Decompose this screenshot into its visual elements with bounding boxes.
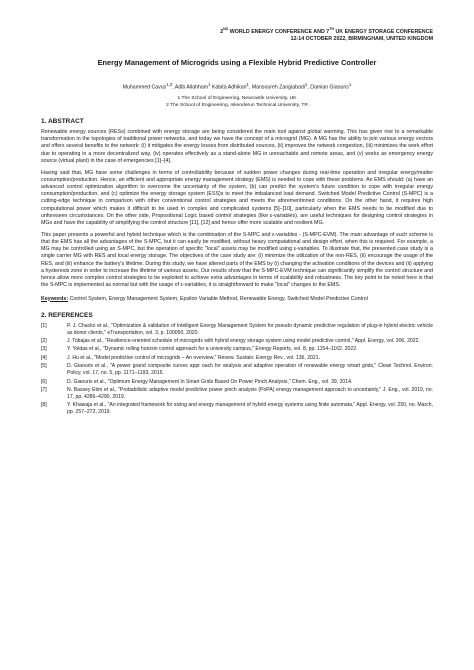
affiliation-2: 2 The School of Engineering, Iskenderun Technical University, TR: [166, 102, 308, 108]
reference-item: [8] Y. Khawaja et al., "An integrated framework for sizing and energy management of hybrid energy systems using finite automata," Appl. Energy, vol. 250, no. March, pp. 257–272, 2019.: [41, 402, 433, 416]
reference-item: [1] P. J. Chacko et al., "Optimization & validation of Intelligent Energy Management System for pseudo dynamic predictive regulation of plug-in hybrid electric vehicle as donor clients," eTransportation, vol. 3, p. 100050, 2020.: [41, 322, 433, 336]
reference-list: [41, 323, 433, 416]
affiliations: [41, 95, 433, 109]
reference-item: [7] N. Bassey Etim et al., "Probabilistic adaptive model predictive power pinch analysis (PoPA) energy management approach to uncertainty," J. Eng., vol. 2019, no. 17, pp. 4286–4290, 2019.: [41, 386, 433, 400]
reference-item: [5] D. Giaouris et al., "A power grand composite curves appr oach for analysis and adaptive operation of renewable energy smart grids," Clean Technol. Environ. Policy, vol. 17, no. 5, pp. 1171–1193, 2015.: [41, 363, 433, 377]
reference-item: [6] D. Giaouris et al., "Optimum Energy Management In Smart Grids Based On Power Pinch Analysis," Chem. Eng., vol. 39, 2014.: [41, 378, 353, 385]
abstract-paragraph-2: Having said that, MG have some challenges in terms of controllability because of sudden power changes during real-time operation and irregular energy/matter consumption/production. Hence, an efficient and appropriate energy management strategy (EMS) is needed to cope with these problems. An EMS should: (a) have an advanced control optimization algorithm to overcome the uncertainty of the system, (b) can predict the system's future condition to cope with irregular energy consumption/production, and (c) optimize the energy storage system (ESS)s to meet the imbalanced load demand. Switched Model Predictive Control (S-MPC) is a cutting-edge technique in comparison with other conventional control strategies and meets the aforementioned conditions. On the other hand, it requires high computational power which makes it difficult to be used in complex and complicated systems [5]–[10], particularly when the EMS needs to be modified due to unforeseen circumstances. On the other side, Propositional Logic based control strategies (like ε-variables), are useful techniques for designing control strategies in MGs and have the capability of simplifying the control structure [11], [12] and hence offer more scalable and resilient MG.: [41, 169, 433, 227]
reference-item: [2] J. Tobajas et al., "Resilience-oriented schedule of microgrids with hybrid energy storage system using model predictive control," Appl. Energy, vol. 306, 2022.: [41, 338, 420, 345]
keywords-text: Control System, Energy Management System, Epsilon Variable Method, Renewable Energy, Switched Model Predictive Control: [68, 295, 368, 302]
paper-title: Energy Management of Microgrids using a Flexible Hybrid Predictive Controller: [97, 58, 377, 68]
abstract-paragraph-1: Renewable energy sources (RESs) combined with energy storage are being considered the main tool against global warming. This has given rise to a remarkable transformation in the topologies of traditional power networks, and today we have the concept of a microgrid (MG). A MG has the ability to join various energy vectors and offers several benefits to the network: (i) it mitigates the energy losses from distributed sources, (ii) improves the network congestion, (iii) minimizes the work effort due to operating in a more decentralized way, (iv) operates effectively as a stand-alone MG in unreachable and remote areas, and (v) works as emergency energy source (virtual plant) in the case of emergencies [1]–[4].: [41, 128, 433, 164]
keywords-label: Keywords:: [41, 295, 69, 302]
affiliation-1: 1 The School of Engineering, Newcastle University, UK: [177, 95, 297, 101]
reference-item: [4] J. Hu et al., "Model predictive control of microgrids – An overview," Renew. Sustain. Energy Rev., vol. 136, 2021.: [41, 354, 320, 361]
abstract-heading: 1. ABSTRACT: [41, 117, 84, 125]
conference-line-2: 12-14 OCTOBER 2022, BIRMINGHAM, UNITED KINGDOM: [290, 35, 433, 42]
reference-item: [3] Y. Yoldas et al., "Dynamic rolling horizon control approach for a university campus," Energy Reports, vol. 8, pp. 1154–1162, 2022.: [41, 346, 358, 353]
abstract-paragraph-3: This paper presents a powerful and hybrid technique which is the combination of the S-MPC and ε-variables - (S-MPC-EVM). The main advantage of such scheme is that the EMS has all the advantages of the S-MPC, but it can easily be modified, without heavy computational and design effort, when this is required. For example, a MG may be controlled using an S-MPC, but the operation of specific "local" assets may be modified using ε-variables. To illustrate that, the presented case study is a single carrier MG with RES and local energy storage. The objectives of the case study are: (i) minimize the utilization of the non-RES, (ii) encourage the usage of the RES, and (iii) enhance the battery's lifetime. During this study, we have altered parts of the EMS by (i) changing the activation conditions of the devices and (ii) applying a hysteresis zone in order to increase the lifetime of various assets. Our results show that the S-MPC-EVM technique can significantly simplify the control structure and hence allow more complex control strategies to be exploited to achieve extra advantages in terms of scalability and robustness. The key point to be noted here is that the S-MPC is implemented as normal but with the usage of ε-variables, it is straightforward to make "local" changes to the EMS.: [41, 231, 433, 289]
author-list: Muhammed Cavus$^{1,2}$, Adib Allahham$^1$ Kabita Adhikari$^1$, Mansoureh Zangiabadi$^1$, Damian Giaouris$^1$: [122, 82, 352, 91]
conference-header: [41, 26, 433, 43]
references-heading: 2. REFERENCES: [41, 311, 93, 319]
keywords: [41, 296, 433, 303]
conference-line-1: 2ND WORLD ENERGY CONFERENCE AND 7TH UK ENERGY STORAGE CONFERENCE: [220, 27, 433, 35]
